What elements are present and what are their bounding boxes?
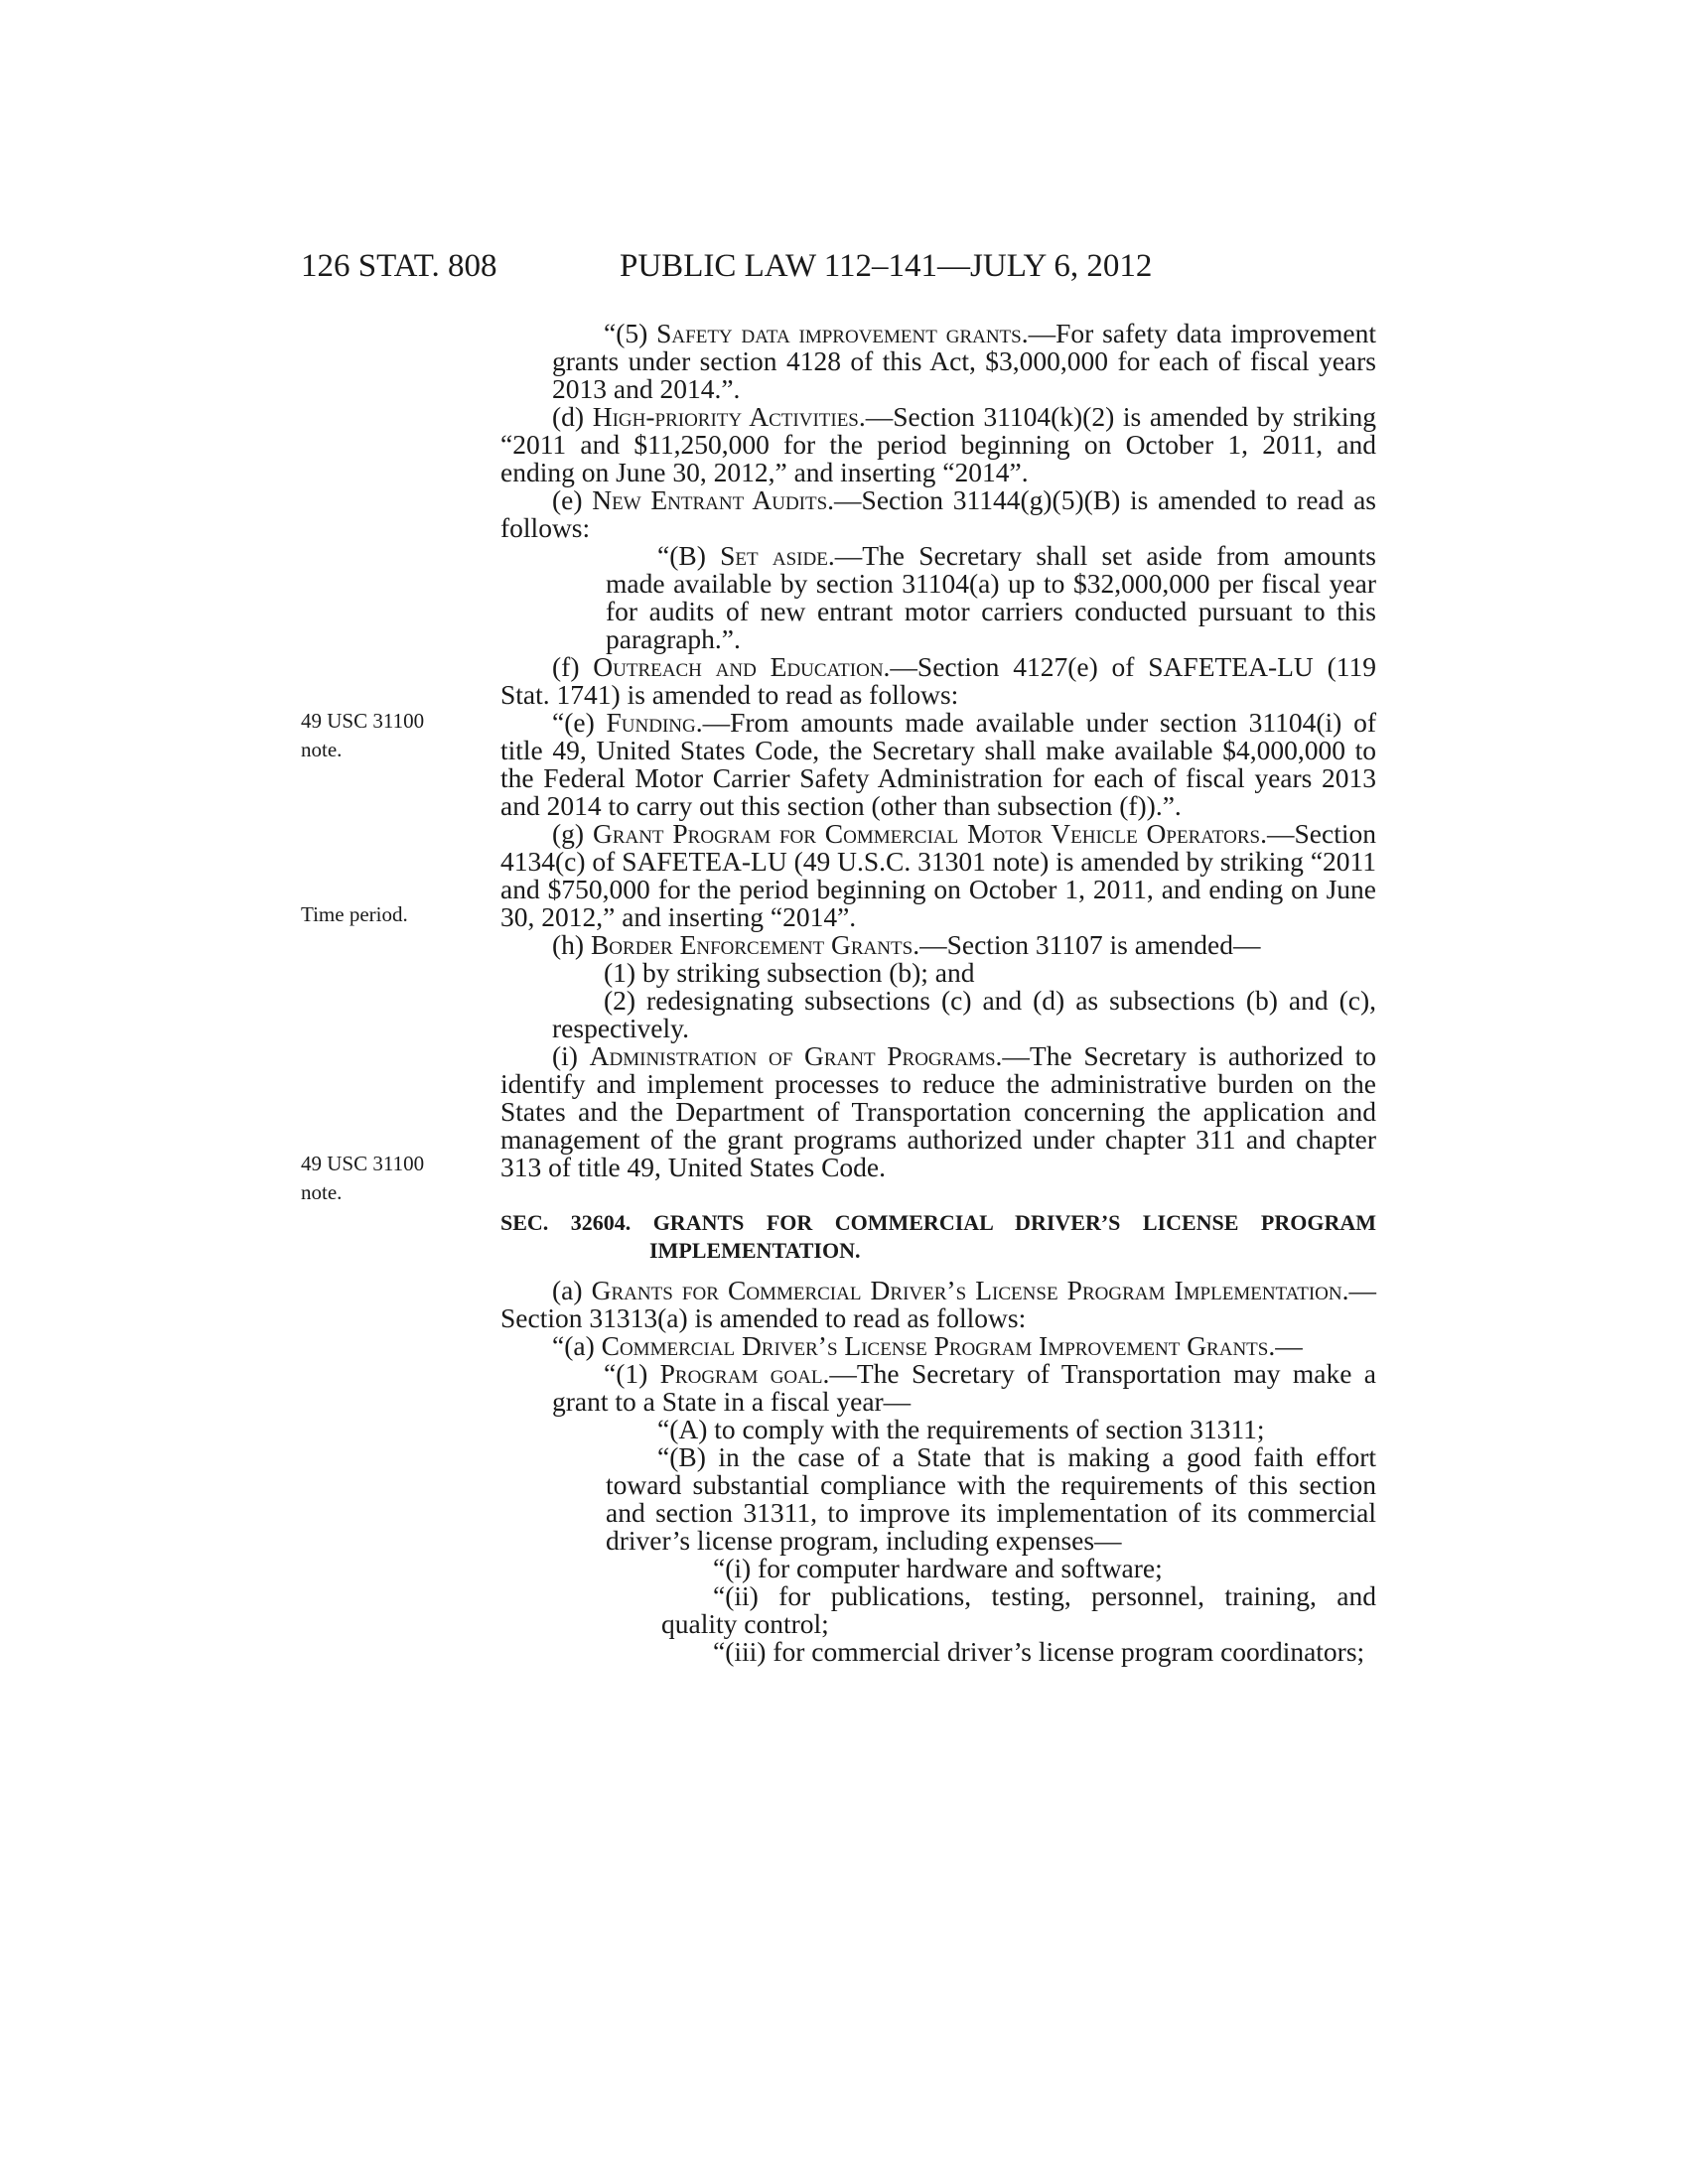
para-e-new-entrant: (e) New Entrant Audits.—Section 31144(g)(5)(B) is amended to read as follows: [500,484,1376,543]
running-header-title: PUBLIC LAW 112–141—JULY 6, 2012 [620,248,1153,284]
para-d-high-priority: (d) High-priority Activities.—Section 31104(k)(2) is amended by striking “2011 and $11,250,000 for the period beginning on October 1, 2011, and ending on June 30, 2012,” and inserting “2014”. [500,401,1376,487]
para-i: “(i) for computer hardware and software; [713,1553,1163,1583]
margin-note-usc-1 [301,707,424,764]
margin-note-line: 49 USC 31100 [301,1152,425,1175]
para-h1: (1) by striking subsection (b); and [604,957,975,988]
para-a-improvement: “(a) Commercial Driver’s License Program Improvement Grants.— [552,1330,1303,1361]
para-h2: (2) redesignating subsections (c) and (d) as subsections (b) and (c), respectively. [552,985,1376,1043]
para-f-outreach: (f) Outreach and Education.—Section 4127(e) of SAFETEA-LU (119 Stat. 1741) is amended to read as follows: [500,651,1376,710]
margin-note-time-period [301,900,408,929]
para-5-safety-data: “(5) Safety data improvement grants.—For safety data improvement grants under section 4128 of this Act, $3,000,000 for each of fiscal years 2013 and 2014.”. [552,318,1376,404]
margin-note-line: note. [301,738,343,761]
statute-page-number: 126 STAT. 808 [301,248,497,284]
para-e-funding: “(e) Funding.—From amounts made available under section 31104(i) of title 49, United States Code, the Secretary shall make available $4,000,000 to the Federal Motor Carrier Safety Administration for each of fiscal years 2013 and 2014 to carry out this section (other than subsection (f)).”. [500,707,1376,821]
margin-note-usc-2 [301,1150,424,1207]
para-1-program-goal: “(1) Program goal.—The Secretary of Transportation may make a grant to a State in a fiscal year— [552,1358,1376,1417]
text-column [500,320,1376,1666]
para-B: “(B) in the case of a State that is making a good faith effort toward substantial compliance with the requirements of this section and section 31311, to improve its implementation of its commercial driver’s license program, including expenses— [606,1441,1376,1556]
para-b-set-aside: “(B) Set aside.—The Secretary shall set aside from amounts made available by section 31104(a) up to $32,000,000 per fiscal year for audits of new entrant motor carriers conducted pursuant to this paragraph.”. [606,540,1376,654]
para-h-border: (h) Border Enforcement Grants.—Section 31107 is amended— [552,929,1261,960]
para-g-grant-program: (g) Grant Program for Commercial Motor Vehicle Operators.—Section 4134(c) of SAFETEA-LU (49 U.S.C. 31301 note) is amended by striking “2011 and $750,000 for the period beginning on October 1, 2011, and ending on June 30, 2012,” and inserting “2014”. [500,818,1376,932]
para-ii: “(ii) for publications, testing, personnel, training, and quality control; [661,1580,1376,1639]
para-i-administration: (i) Administration of Grant Programs.—The Secretary is authorized to identify and implement processes to reduce the administrative burden on the States and the Department of Transportation concerning the application and management of the grant programs authorized under chapter 311 and chapter 313 of title 49, United States Code. [500,1040,1376,1182]
section-heading: SEC. 32604. GRANTS FOR COMMERCIAL DRIVER’S LICENSE PROGRAM IMPLEMENTATION. [500,1210,1376,1263]
para-A: “(A) to comply with the requirements of section 31311; [657,1414,1265,1444]
margin-note-line: note. [301,1180,343,1204]
para-a-grants: (a) Grants for Commercial Driver’s License Program Implementation.—Section 31313(a) is amended to read as follows: [500,1275,1376,1333]
margin-note-line: Time period. [301,902,408,926]
margin-note-line: 49 USC 31100 [301,709,425,733]
para-iii: “(iii) for commercial driver’s license program coordinators; [713,1636,1365,1667]
